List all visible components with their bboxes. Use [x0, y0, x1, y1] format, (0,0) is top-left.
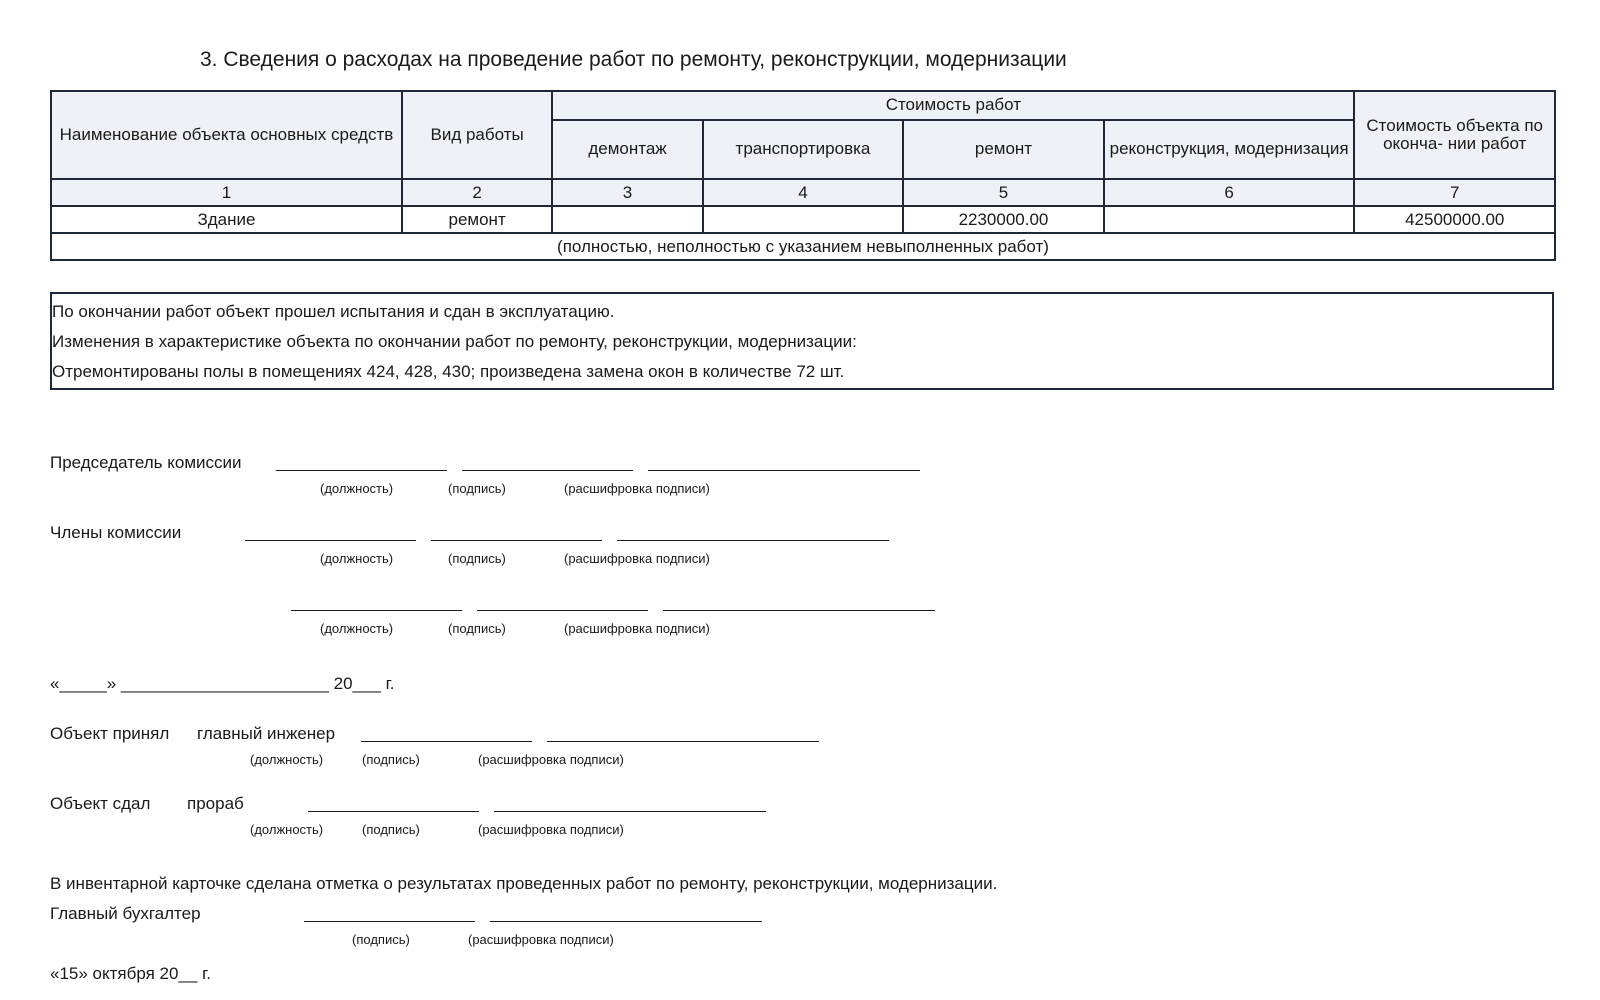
section-title: 3. Сведения о расходах на проведение работ по ремонту, реконструкции, модернизации	[200, 48, 1067, 71]
header-final-cost: Стоимость объекта по оконча- нии работ	[1354, 91, 1555, 179]
note-line: Изменения в характеристике объекта по окончании работ по ремонту, реконструкции, модернизации:	[52, 332, 857, 351]
cell-transport	[703, 206, 904, 233]
accepted-signature-line	[361, 741, 532, 742]
accepted-decoding-line	[547, 741, 819, 742]
caption-signature: (подпись)	[352, 932, 410, 947]
handed-decoding-line	[494, 811, 766, 812]
caption-signature: (подпись)	[448, 481, 506, 496]
member1-position-line	[245, 540, 416, 541]
caption-position: (должность)	[320, 551, 394, 566]
caption-position: (должность)	[250, 752, 324, 767]
commission-date: «_____» ______________________ 20___ г.	[50, 674, 395, 693]
completion-note: (полностью, неполностью с указанием невыполненных работ)	[51, 233, 1555, 260]
handed-label: Объект сдал	[50, 794, 151, 813]
inventory-note: В инвентарной карточке сделана отметка о результатах проведенных работ по ремонту, реконструкции, модернизации.	[50, 874, 998, 893]
accountant-label: Главный бухгалтер	[50, 904, 201, 923]
accepted-position: главный инженер	[197, 724, 336, 743]
note-line: По окончании работ объект прошел испытания и сдан в эксплуатацию.	[52, 302, 615, 321]
header-reconstruction: реконструкция, модернизация	[1104, 120, 1355, 179]
cell-repair: 2230000.00	[903, 206, 1104, 233]
member2-position-line	[291, 610, 462, 611]
header-work-type: Вид работы	[402, 91, 552, 179]
accountant-signature-line	[304, 921, 475, 922]
caption-position: (должность)	[250, 822, 324, 837]
header-transport: транспортировка	[703, 120, 904, 179]
final-date: «15» октября 20__ г.	[50, 964, 211, 983]
header-work-cost: Стоимость работ	[552, 91, 1354, 120]
caption-position: (должность)	[320, 481, 394, 496]
handed-signature-line	[308, 811, 479, 812]
chairman-decoding-line	[648, 470, 920, 471]
accountant-decoding-line	[490, 921, 762, 922]
header-repair: ремонт	[903, 120, 1104, 179]
caption-decoding: (расшифровка подписи)	[468, 932, 614, 947]
column-number: 3	[552, 179, 702, 206]
results-notes-box	[50, 292, 1554, 390]
handed-position: прораб	[187, 794, 244, 813]
cell-reconstruction	[1104, 206, 1355, 233]
column-number: 5	[903, 179, 1104, 206]
member1-decoding-line	[617, 540, 889, 541]
column-number: 2	[402, 179, 552, 206]
cell-work-type: ремонт	[402, 206, 552, 233]
caption-decoding: (расшифровка подписи)	[564, 551, 710, 566]
costs-table	[50, 90, 1556, 261]
cell-dismantle	[552, 206, 702, 233]
accepted-label: Объект принял	[50, 724, 170, 743]
members-label: Члены комиссии	[50, 523, 182, 542]
table-row	[51, 206, 1555, 233]
caption-signature: (подпись)	[362, 752, 420, 767]
member1-signature-line	[431, 540, 602, 541]
column-number: 1	[51, 179, 402, 206]
column-number: 4	[703, 179, 904, 206]
caption-decoding: (расшифровка подписи)	[478, 822, 624, 837]
member2-signature-line	[477, 610, 648, 611]
caption-decoding: (расшифровка подписи)	[564, 621, 710, 636]
caption-signature: (подпись)	[448, 551, 506, 566]
caption-decoding: (расшифровка подписи)	[564, 481, 710, 496]
header-object-name: Наименование объекта основных средств	[51, 91, 402, 179]
column-number: 6	[1104, 179, 1355, 206]
note-line: Отремонтированы полы в помещениях 424, 428, 430; произведена замена окон в количестве 72 шт.	[52, 362, 845, 381]
chairman-position-line	[276, 470, 447, 471]
cell-final-cost: 42500000.00	[1354, 206, 1555, 233]
caption-signature: (подпись)	[362, 822, 420, 837]
header-dismantle: демонтаж	[552, 120, 702, 179]
column-number: 7	[1354, 179, 1555, 206]
chairman-signature-line	[462, 470, 633, 471]
caption-decoding: (расшифровка подписи)	[478, 752, 624, 767]
caption-position: (должность)	[320, 621, 394, 636]
member2-decoding-line	[663, 610, 935, 611]
chairman-label: Председатель комиссии	[50, 453, 242, 472]
cell-object-name: Здание	[51, 206, 402, 233]
caption-signature: (подпись)	[448, 621, 506, 636]
